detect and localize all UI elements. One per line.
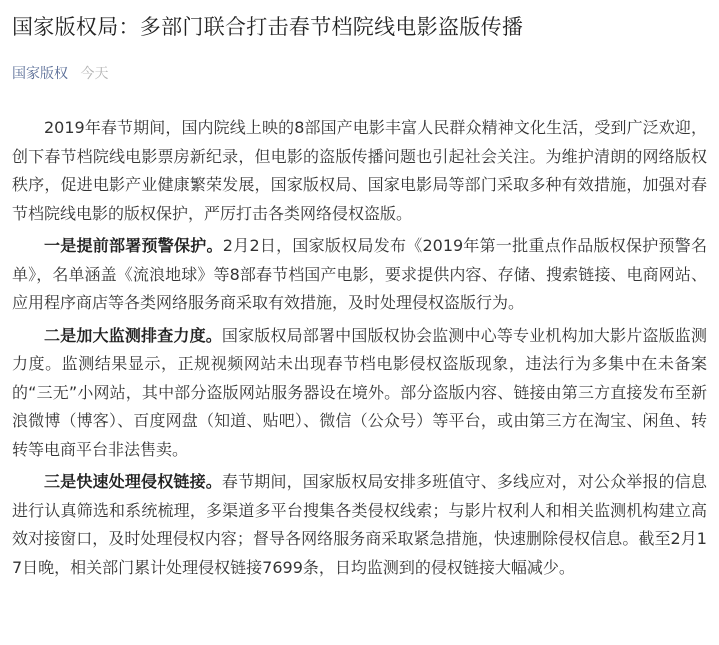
paragraph-measure-3	[12, 468, 707, 582]
paragraph-lead: 一是提前部署预警保护。	[44, 236, 223, 255]
paragraph-lead: 三是快速处理侵权链接。	[44, 472, 222, 491]
paragraph-text: 2019年春节期间，国内院线上映的8部国产电影丰富人民群众精神文化生活，受到广泛欢迎，创下春节档院线电影票房新纪录，但电影的盗版传播问题也引起社会关注。为维护清朗的网络版权秩序，促进电影产业健康繁荣发展，国家版权局、国家电影局等部门采取多种有效措施，加强对春节档院线电影的版权保护，严厉打击各类网络侵权盗版。	[12, 118, 707, 223]
paragraph-text: 2月2日，国家版权局发布《2019年第一批重点作品版权保护预警名单》，名单涵盖《流浪地球》等8部春节档国产电影，要求提供内容、存储、搜索链接、电商网站、应用程序商店等各类网络服务商采取有效措施，及时处理侵权盗版行为。	[12, 236, 707, 312]
article-content	[12, 114, 707, 582]
paragraph-text: 国家版权局部署中国版权协会监测中心等专业机构加大影片盗版监测力度。监测结果显示，正规视频网站未出现春节档电影侵权盗版现象，违法行为多集中在未备案的“三无”小网站，其中部分盗版网站服务器设在境外。部分盗版内容、链接由第三方直接发布至新浪微博（博客）、百度网盘（知道、贴吧）、微信（公众号）等平台，或由第三方在淘宝、闲鱼、转转等电商平台非法售卖。	[12, 325, 707, 459]
account-name-link[interactable]: 国家版权	[12, 66, 68, 82]
paragraph-measure-2	[12, 322, 707, 465]
paragraph-text: 春节期间，国家版权局安排多班值守、多线应对，对公众举报的信息进行认真筛选和系统梳理，多渠道多平台搜集各类侵权线索；与影片权利人和相关监测机构建立高效对接窗口，及时处理侵权内容；督导各网络服务商采取紧急措施，快速删除侵权信息。截至2月17日晚，相关部门累计处理侵权链接7699条，日均监测到的侵权链接大幅减少。	[12, 472, 707, 577]
paragraph-measure-1	[12, 232, 707, 318]
paragraph-lead: 二是加大监测排查力度。	[44, 325, 222, 345]
article-meta	[12, 64, 707, 84]
paragraph-intro	[12, 114, 707, 228]
article-title: 国家版权局：多部门联合打击春节档院线电影盗版传播	[12, 15, 524, 39]
publish-time: 今天	[80, 66, 109, 82]
